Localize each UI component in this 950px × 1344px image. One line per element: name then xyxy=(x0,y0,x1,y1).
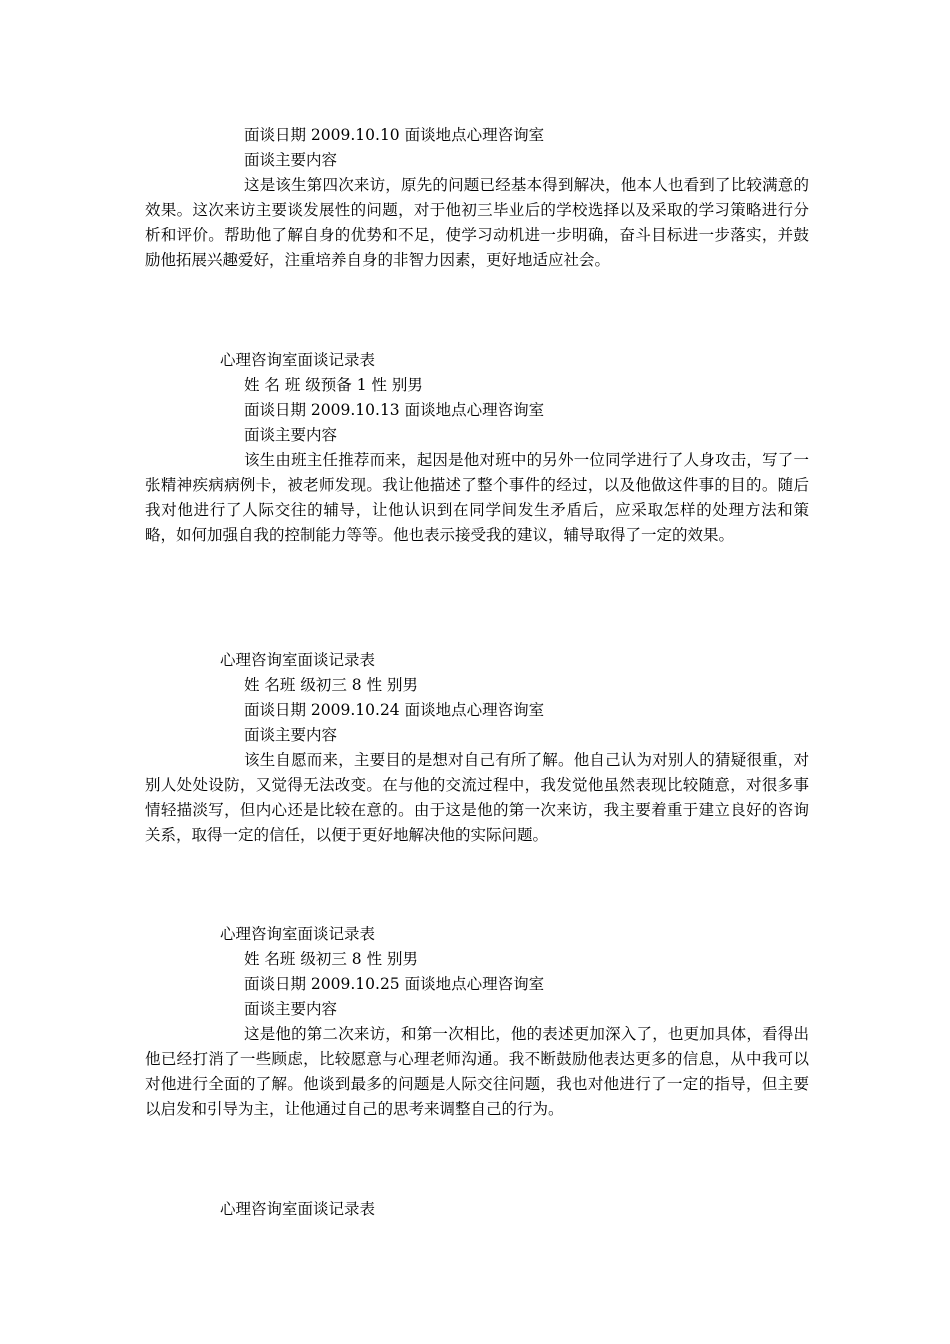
record-1-date-line: 面谈日期 2009.10.10 面谈地点心理咨询室 xyxy=(244,126,545,144)
record-4-title: 心理咨询室面谈记录表 xyxy=(220,925,376,943)
record-2-info-line: 姓 名 班 级预备 1 性 别男 xyxy=(244,376,423,394)
record-3-date-line: 面谈日期 2009.10.24 面谈地点心理咨询室 xyxy=(244,701,545,719)
record-2-date-line: 面谈日期 2009.10.13 面谈地点心理咨询室 xyxy=(244,401,545,419)
record-4-info-line: 姓 名班 级初三 8 性 别男 xyxy=(244,950,418,968)
record-4-content-label: 面谈主要内容 xyxy=(244,1000,338,1018)
record-4-date-line: 面谈日期 2009.10.25 面谈地点心理咨询室 xyxy=(244,975,545,993)
record-3-title: 心理咨询室面谈记录表 xyxy=(220,651,376,669)
record-4-content: 这是他的第二次来访，和第一次相比，他的表述更加深入了，也更加具体，看得出他已经打消了一些顾虑，比较愿意与心理老师沟通。我不断鼓励他表达更多的信息，从中我可以对他进行全面的了解。他谈到最多的问题是人际交往问题，我也对他进行了一定的指导，但主要以启发和引导为主，让他通过自己的思考来调整自己的行为。 xyxy=(145,1025,809,1118)
record-2-content: 该生由班主任推荐而来，起因是他对班中的另外一位同学进行了人身攻击，写了一张精神疾病病例卡，被老师发现。我让他描述了整个事件的经过，以及他做这件事的目的。随后我对他进行了人际交往的辅导，让他认识到在同学间发生矛盾后，应采取怎样的处理方法和策略，如何加强自我的控制能力等等。他也表示接受我的建议，辅导取得了一定的效果。 xyxy=(145,451,809,544)
record-1-content-label: 面谈主要内容 xyxy=(244,151,338,169)
record-2-content-label: 面谈主要内容 xyxy=(244,426,338,444)
record-2-title: 心理咨询室面谈记录表 xyxy=(220,351,376,369)
record-5-title: 心理咨询室面谈记录表 xyxy=(220,1200,376,1218)
record-3-content-label: 面谈主要内容 xyxy=(244,726,338,744)
record-1-content: 这是该生第四次来访，原先的问题已经基本得到解决，他本人也看到了比较满意的效果。这次来访主要谈发展性的问题，对于他初三毕业后的学校选择以及采取的学习策略进行分析和评价。帮助他了解自身的优势和不足，使学习动机进一步明确，奋斗目标进一步落实，并鼓励他拓展兴趣爱好，注重培养自身的非智力因素，更好地适应社会。 xyxy=(145,176,809,269)
record-3-info-line: 姓 名班 级初三 8 性 别男 xyxy=(244,676,418,694)
record-3-content: 该生自愿而来，主要目的是想对自己有所了解。他自己认为对别人的猜疑很重，对别人处处设防，又觉得无法改变。在与他的交流过程中，我发觉他虽然表现比较随意，对很多事情轻描淡写，但内心还是比较在意的。由于这是他的第一次来访，我主要着重于建立良好的咨询关系，取得一定的信任，以便于更好地解决他的实际问题。 xyxy=(145,751,809,844)
